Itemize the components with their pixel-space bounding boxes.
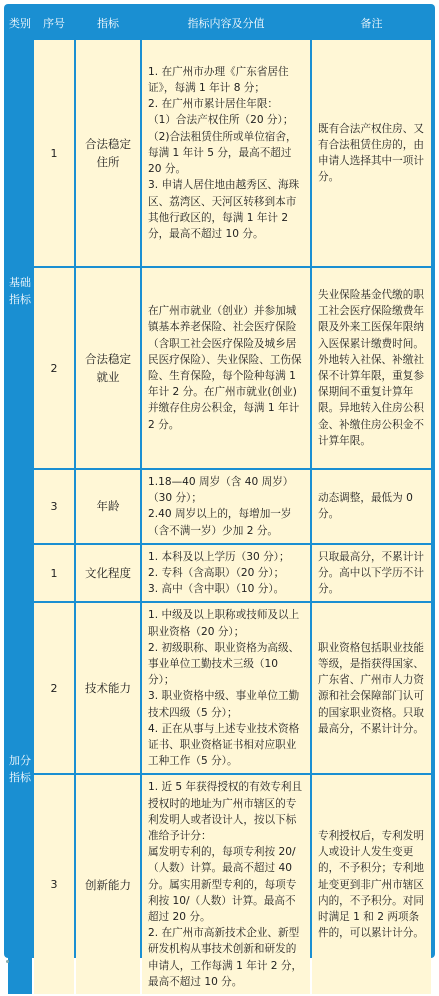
row-number: 2 (34, 268, 74, 468)
row-note: 动态调整，最低为 0 分。 (312, 470, 431, 543)
row-indicator: 技术能力 (76, 603, 140, 773)
header-content: 指标内容及分值 (142, 8, 310, 38)
header-indicator: 指标 (76, 8, 140, 38)
row-content: 1. 在广州市办理《广东省居住证》，每满 1 年计 8 分； 2. 在广州市累计居住年限： （1）合法产权住所（20 分）； （2)合法租赁住所或单位宿舍，每满 1 年计 5 分，最高不超过 20 分。 3. 申请人居住地由越秀区、海珠区、荔湾区、天河区转移到本市其他行政区的，每满 1 年计 2 分，最高不超过 10 分。 (142, 40, 310, 266)
table-header-row (8, 8, 431, 38)
header-number: 序号 (34, 8, 74, 38)
table-row (8, 775, 431, 994)
section-basic: 基础 指标 (8, 40, 32, 543)
row-number: 2 (34, 603, 74, 773)
row-number: 1 (34, 545, 74, 602)
row-note: 专利授权后，专利发明人或设计人发生变更的，不予积分；专利地址变更到非广州市辖区内的，不予积分。对同时满足 1 和 2 两项条件的，可以累计计分。 (312, 775, 431, 994)
row-number: 3 (34, 470, 74, 543)
table-row (8, 268, 431, 468)
header-category: 类别 (8, 8, 32, 38)
row-note: 既有合法产权住房、又有合法租赁住房的，由申请人选择其中一项计分。 (312, 40, 431, 266)
row-content: 1. 中级及以上职称或技师及以上职业资格（20 分）； 2. 初级职称、职业资格为高级、事业单位工勤技术三级（10 分）； 3. 职业资格中级、事业单位工勤技术四级（5 分）； 4. 正在从事与上述专业技术资格证书、职业资格证书相对应职业工种工作（5 分）。 (142, 603, 310, 773)
row-note: 只取最高分，不累计计分。高中以下学历不计分。 (312, 545, 431, 602)
row-note: 职业资格包括职业技能等级，是指获得国家、广东省、广州市人力资源和社会保障部门认可的国家职业资格。只取最高分，不累计计分。 (312, 603, 431, 773)
table-row (8, 603, 431, 773)
footnote-dot (6, 960, 9, 963)
row-content: 1. 本科及以上学历（30 分）； 2. 专科（含高职）（20 分）； 3. 高中（含中职）（10 分）。 (142, 545, 310, 602)
header-note: 备注 (312, 8, 431, 38)
row-content: 1.18—40 周岁（含 40 周岁）（30 分）； 2.40 周岁以上的，每增加一岁（含不满一岁）少加 2 分。 (142, 470, 310, 543)
row-content: 1. 近 5 年获得授权的有效专利且授权时的地址为广州市辖区的专利发明人或者设计人，按以下标准给予计分： 属发明专利的，每项专利按 20/（人数）计算。最高不超过 40 分。属实用新型专利的，每项专利按 10/（人数）计算。最高不超过 20 分。 2. 在广州市高新技术企业、新型研发机构从事技术创新和研发的申请人，工作每满 1 年计 2 分，最高不超过 10 分。 (142, 775, 310, 994)
row-indicator: 文化程度 (76, 545, 140, 602)
row-indicator: 合法稳定 就业 (76, 268, 140, 468)
row-indicator: 创新能力 (76, 775, 140, 994)
row-number: 3 (34, 775, 74, 994)
table-row (8, 470, 431, 543)
row-content: 在广州市就业（创业）并参加城镇基本养老保险、社会医疗保险（含职工社会医疗保险及城乡居民医疗保险）、失业保险、工伤保险、生育保险，每个险种每满 1 年计 2 分。在广州市就业(创业)并缴存住房公积金，每满 1 年计 2 分。 (142, 268, 310, 468)
section-bonus: 加分 指标 (8, 545, 32, 994)
points-table (6, 6, 433, 996)
row-indicator: 年龄 (76, 470, 140, 543)
row-note: 失业保险基金代缴的职工社会医疗保险缴费年限及外来工医保年限纳入医保累计缴费时间。外地转入社保、补缴社保不计算年限，重复参保期间不重复计算年限。异地转入住房公积金、补缴住房公积金不计算年限。 (312, 268, 431, 468)
table-row (8, 545, 431, 602)
row-indicator: 合法稳定 住所 (76, 40, 140, 266)
table-row (8, 40, 431, 266)
row-number: 1 (34, 40, 74, 266)
